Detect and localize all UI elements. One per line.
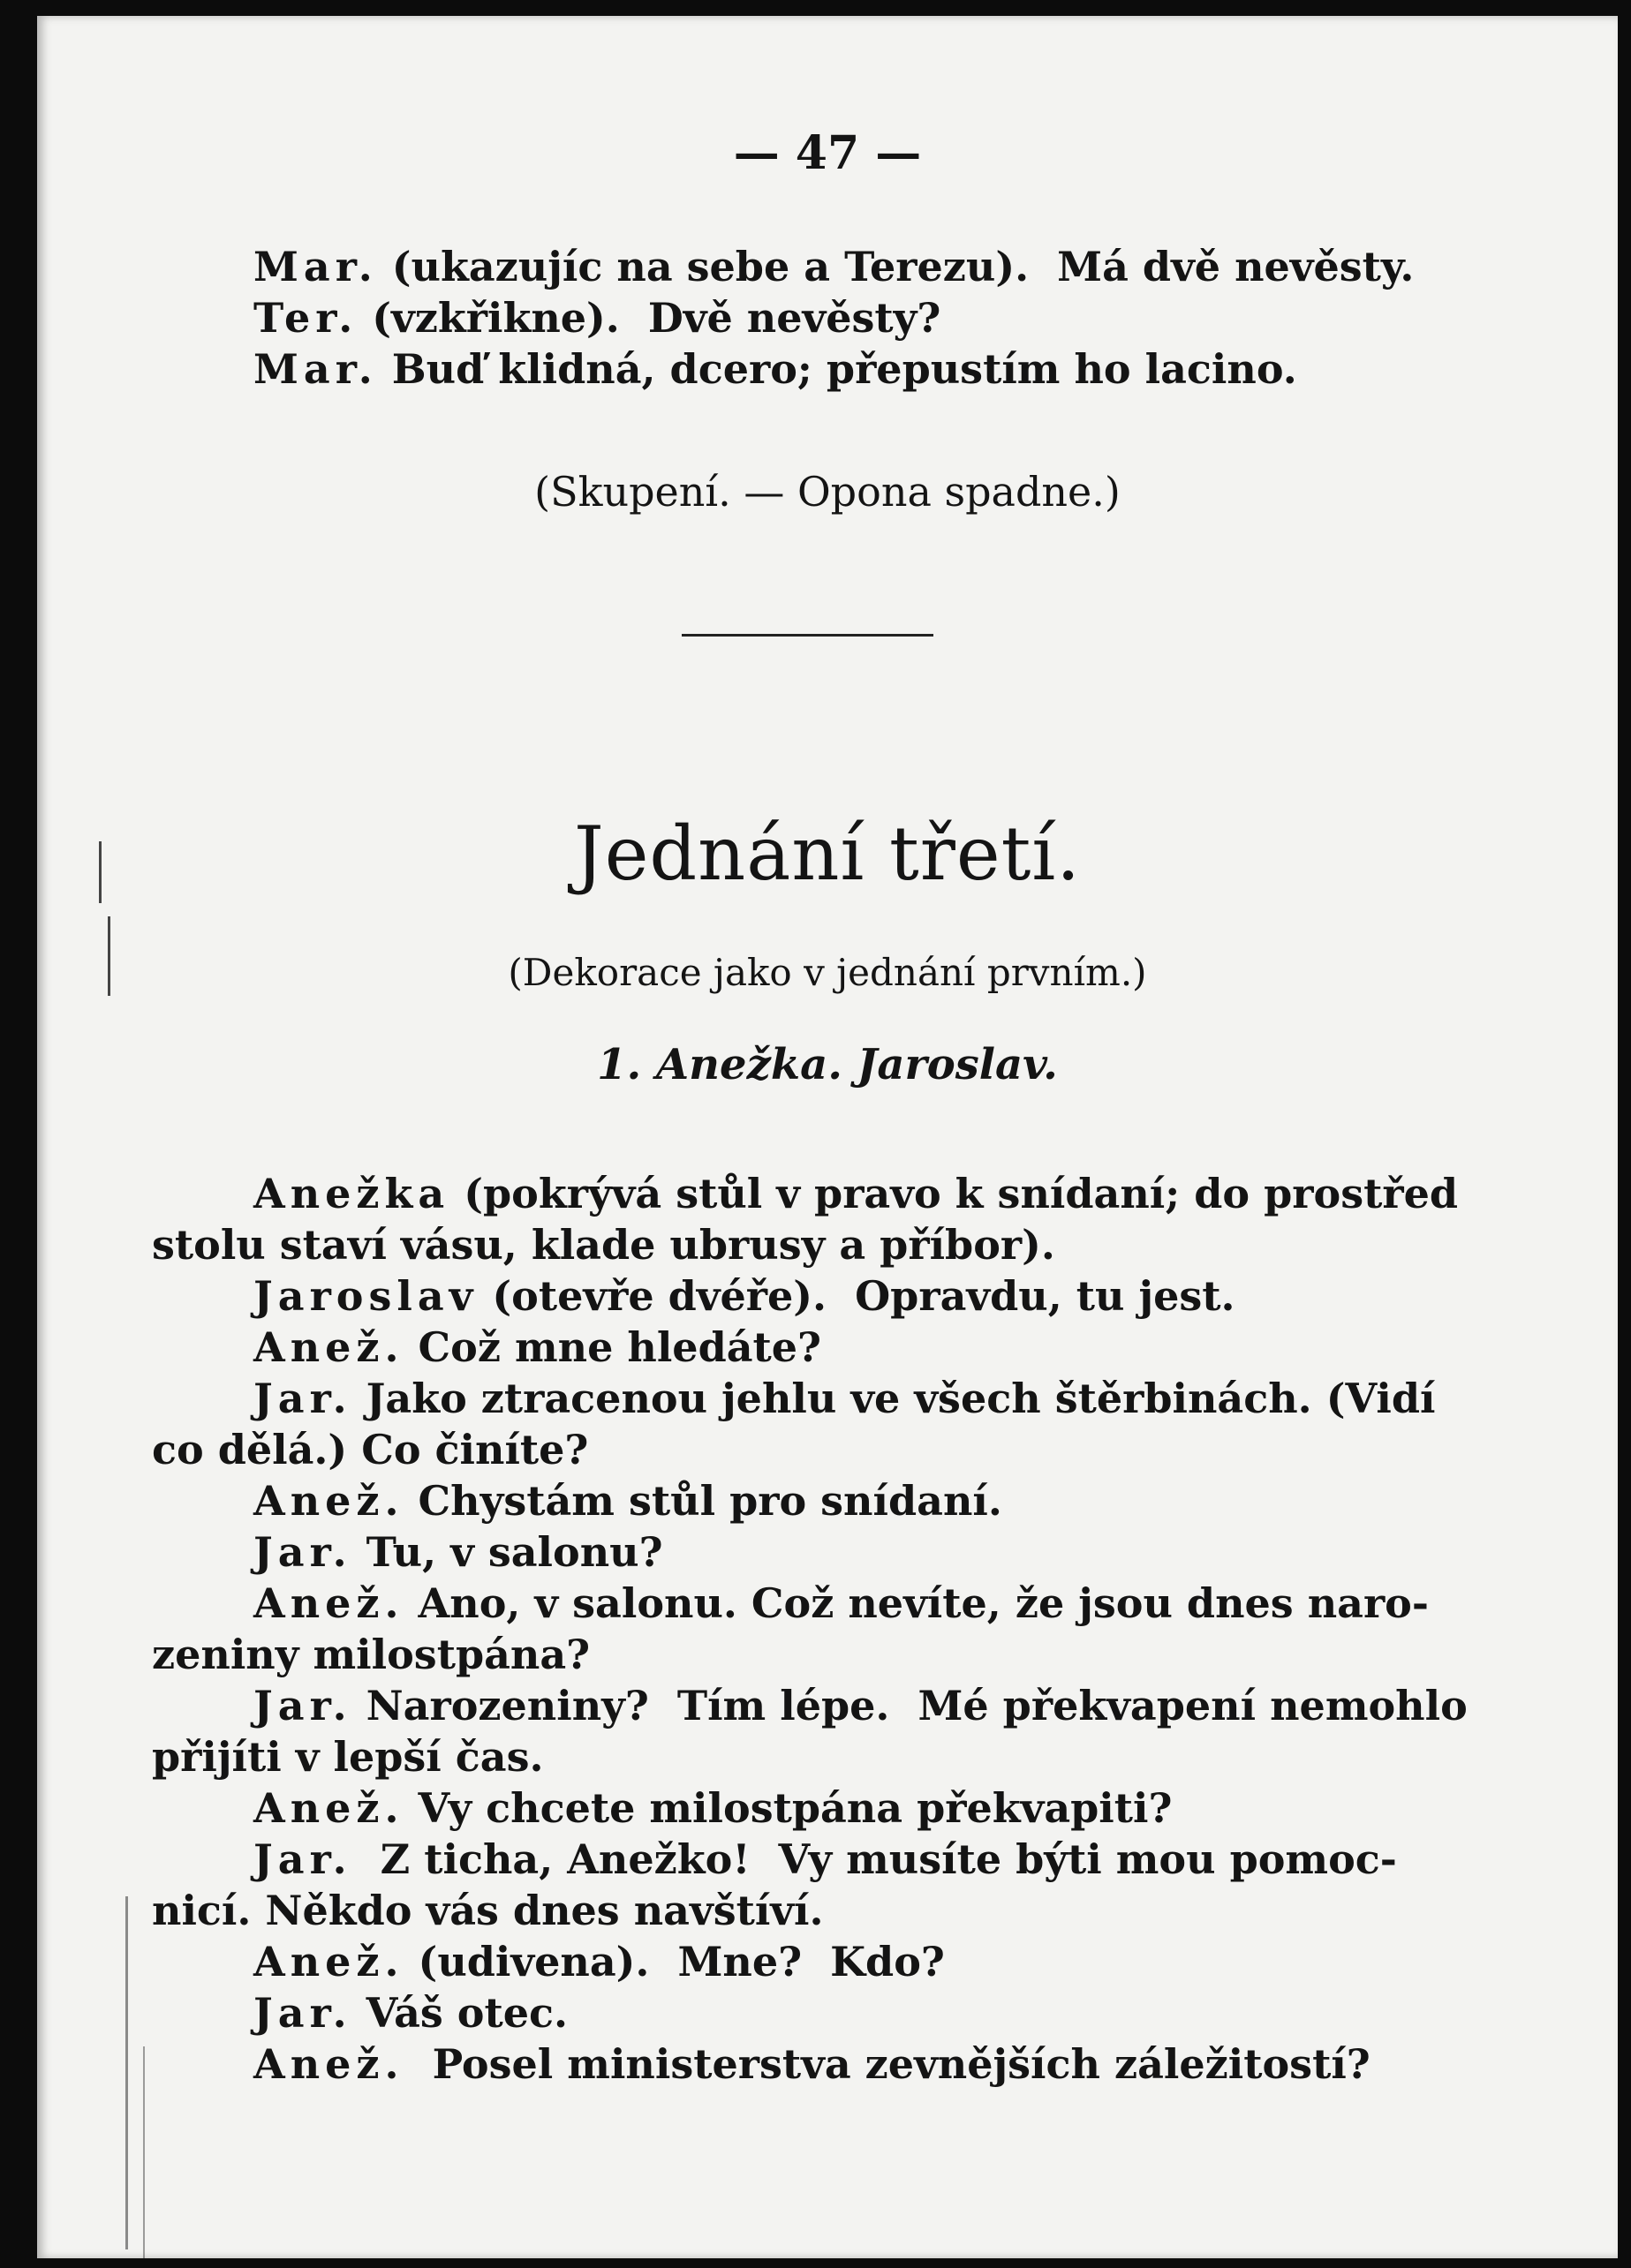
speaker-name: Anež. [253, 1938, 404, 1985]
book-page [37, 16, 1618, 2258]
decoration-note: (Dekorace jako v jednání prvním.) [508, 951, 1147, 994]
dialogue-line [152, 1219, 1055, 1270]
dialogue-line [253, 1322, 821, 1373]
scene-heading: 1. Anežka. Jaroslav. [597, 1040, 1058, 1089]
margin-stroke [143, 2046, 145, 2258]
speaker-name: Mar. [253, 345, 378, 393]
line-text: Posel ministerstva zevnějších záležitostí? [404, 2040, 1370, 2088]
margin-stroke [108, 916, 110, 996]
line-text: zeniny milostpána? [152, 1631, 591, 1678]
section-divider [682, 634, 933, 637]
speaker-name: Jar. [253, 1835, 352, 1883]
speaker-name: Jar. [253, 1528, 352, 1576]
dialogue-line [253, 241, 1414, 292]
dialogue-line [253, 1168, 1458, 1219]
line-text: Z ticha, Anežko! Vy musíte býti mou pomoc- [351, 1835, 1397, 1883]
dialogue-line [253, 1834, 1397, 1885]
margin-stroke [99, 841, 102, 903]
dialogue-line [253, 1526, 663, 1578]
line-text: stolu staví vásu, klade ubrusy a příbor). [152, 1221, 1055, 1269]
dialogue-line [253, 1578, 1429, 1629]
speaker-name: Anež. [253, 1784, 404, 1832]
margin-stroke [125, 1896, 128, 2249]
line-text: Narozeniny? Tím lépe. Mé překvapení nemohlo [351, 1682, 1468, 1729]
line-text: Buď klidná, dcero; přepustím ho lacino. [377, 345, 1297, 393]
dialogue-line [253, 1270, 1235, 1322]
line-text: přijíti v lepší čas. [152, 1733, 544, 1781]
dialogue-line [253, 292, 940, 343]
line-text: nicí. Někdo vás dnes navštíví. [152, 1887, 824, 1934]
dialogue-line [253, 1936, 945, 1987]
dialogue-line [152, 1629, 590, 1680]
dialogue-line [253, 1987, 568, 2038]
speaker-name: Anež. [253, 1323, 404, 1371]
line-text: co dělá.) Co činíte? [152, 1426, 589, 1473]
line-text: Jako ztracenou jehlu ve všech štěrbinách. (Vidí [351, 1375, 1436, 1422]
line-text: Váš otec. [351, 1989, 569, 2037]
speaker-name: Anež. [253, 1579, 404, 1627]
page-number: — 47 — [733, 126, 922, 180]
line-text: Vy chcete milostpána překvapiti? [404, 1784, 1173, 1832]
dialogue-line [253, 1782, 1172, 1834]
speaker-name: Jaroslav [253, 1272, 479, 1320]
line-text: (pokrývá stůl v pravo k snídaní; do prostřed [449, 1170, 1459, 1217]
dialogue-line [152, 1424, 588, 1475]
speaker-name: Anež. [253, 2040, 404, 2088]
speaker-name: Anež. [253, 1477, 404, 1525]
dialogue-line [253, 343, 1297, 395]
line-text: (otevře dvéře). Opravdu, tu jest. [478, 1272, 1235, 1320]
line-text: Tu, v salonu? [351, 1528, 663, 1576]
act-title: Jednání třetí. [574, 810, 1081, 897]
dialogue-line [253, 1373, 1435, 1424]
dialogue-line [152, 1731, 544, 1782]
dialogue-line [253, 2038, 1370, 2090]
line-text: (ukazujíc na sebe a Terezu). Má dvě nevěsty. [377, 243, 1415, 290]
line-text: (udivena). Mne? Kdo? [404, 1938, 945, 1985]
stage-direction: (Skupení. — Opona spadne.) [534, 468, 1121, 516]
dialogue-line [253, 1475, 1002, 1526]
speaker-name: Anežka [253, 1170, 450, 1217]
line-text: (vzkřikne). Dvě nevěsty? [358, 294, 941, 342]
dialogue-line [152, 1885, 824, 1936]
speaker-name: Jar. [253, 1375, 352, 1422]
speaker-name: Ter. [253, 294, 359, 342]
dialogue-line [253, 1680, 1468, 1731]
speaker-name: Jar. [253, 1682, 352, 1729]
line-text: Což mne hledáte? [404, 1323, 822, 1371]
line-text: Chystám stůl pro snídaní. [404, 1477, 1002, 1525]
speaker-name: Mar. [253, 243, 378, 290]
line-text: Ano, v salonu. Což nevíte, že jsou dnes naro- [404, 1579, 1429, 1627]
speaker-name: Jar. [253, 1989, 352, 2037]
